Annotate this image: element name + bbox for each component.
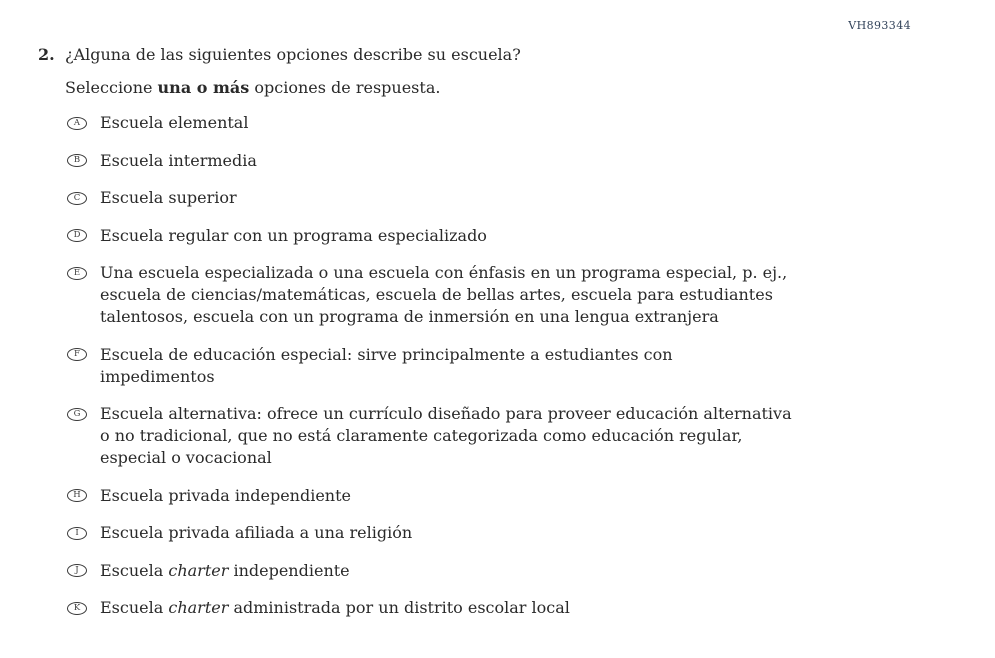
option-label: Escuela intermedia (100, 150, 257, 170)
question-block (38, 44, 968, 635)
answer-option[interactable] (67, 150, 968, 172)
option-label: Una escuela especializada o una escuela con énfasis en un programa especial, p. ej., escuela de ciencias/matemáticas, escuela de bellas artes, escuela para estudiantes talentosos, escuela con un programa de inmersión en una lengua extranjera (100, 263, 788, 326)
option-bubble[interactable]: C (67, 192, 87, 205)
option-label: Escuela privada independiente (100, 485, 351, 505)
option-label: Escuela alternativa: ofrece un currículo diseñado para proveer educación alternativa o no tradicional, que no está claramente categorizada como educación regular, especial o vocacional (100, 404, 792, 467)
options-list (67, 112, 968, 619)
question-header (38, 44, 968, 66)
answer-option[interactable] (67, 344, 968, 388)
answer-option[interactable] (67, 403, 968, 469)
answer-option[interactable] (67, 225, 968, 247)
answer-option[interactable] (67, 262, 968, 328)
answer-option[interactable] (67, 187, 968, 209)
answer-option[interactable] (67, 560, 968, 582)
option-bubble[interactable]: F (67, 348, 87, 361)
question-instruction (65, 77, 968, 99)
instruction-prefix: Seleccione (65, 78, 158, 97)
answer-option[interactable] (67, 522, 968, 544)
item-code: VH893344 (848, 19, 911, 32)
instruction-suffix: opciones de respuesta. (249, 78, 441, 97)
option-label: Escuela charter independiente (100, 560, 350, 580)
option-bubble[interactable]: H (67, 489, 87, 502)
question-number: 2. (38, 45, 55, 64)
option-label: Escuela de educación especial: sirve principalmente a estudiantes con impedimentos (100, 344, 673, 386)
option-bubble[interactable]: G (67, 408, 87, 421)
instruction-bold: una o más (157, 78, 250, 97)
option-bubble[interactable]: B (67, 154, 87, 167)
answer-option[interactable] (67, 485, 968, 507)
option-bubble[interactable]: I (67, 527, 87, 540)
option-label: Escuela regular con un programa especializado (100, 225, 487, 245)
option-bubble[interactable]: J (67, 564, 87, 577)
option-label: Escuela charter administrada por un distrito escolar local (100, 598, 570, 617)
option-bubble[interactable]: A (67, 117, 87, 130)
answer-option[interactable] (67, 112, 968, 134)
option-label: Escuela elemental (100, 113, 249, 132)
question-text: ¿Alguna de las siguientes opciones describe su escuela? (65, 45, 521, 64)
option-bubble[interactable]: D (67, 229, 87, 242)
answer-option[interactable] (67, 597, 968, 619)
option-label: Escuela privada afiliada a una religión (100, 523, 413, 542)
option-bubble[interactable]: E (67, 267, 87, 280)
option-label: Escuela superior (100, 188, 237, 207)
option-bubble[interactable]: K (67, 602, 87, 615)
